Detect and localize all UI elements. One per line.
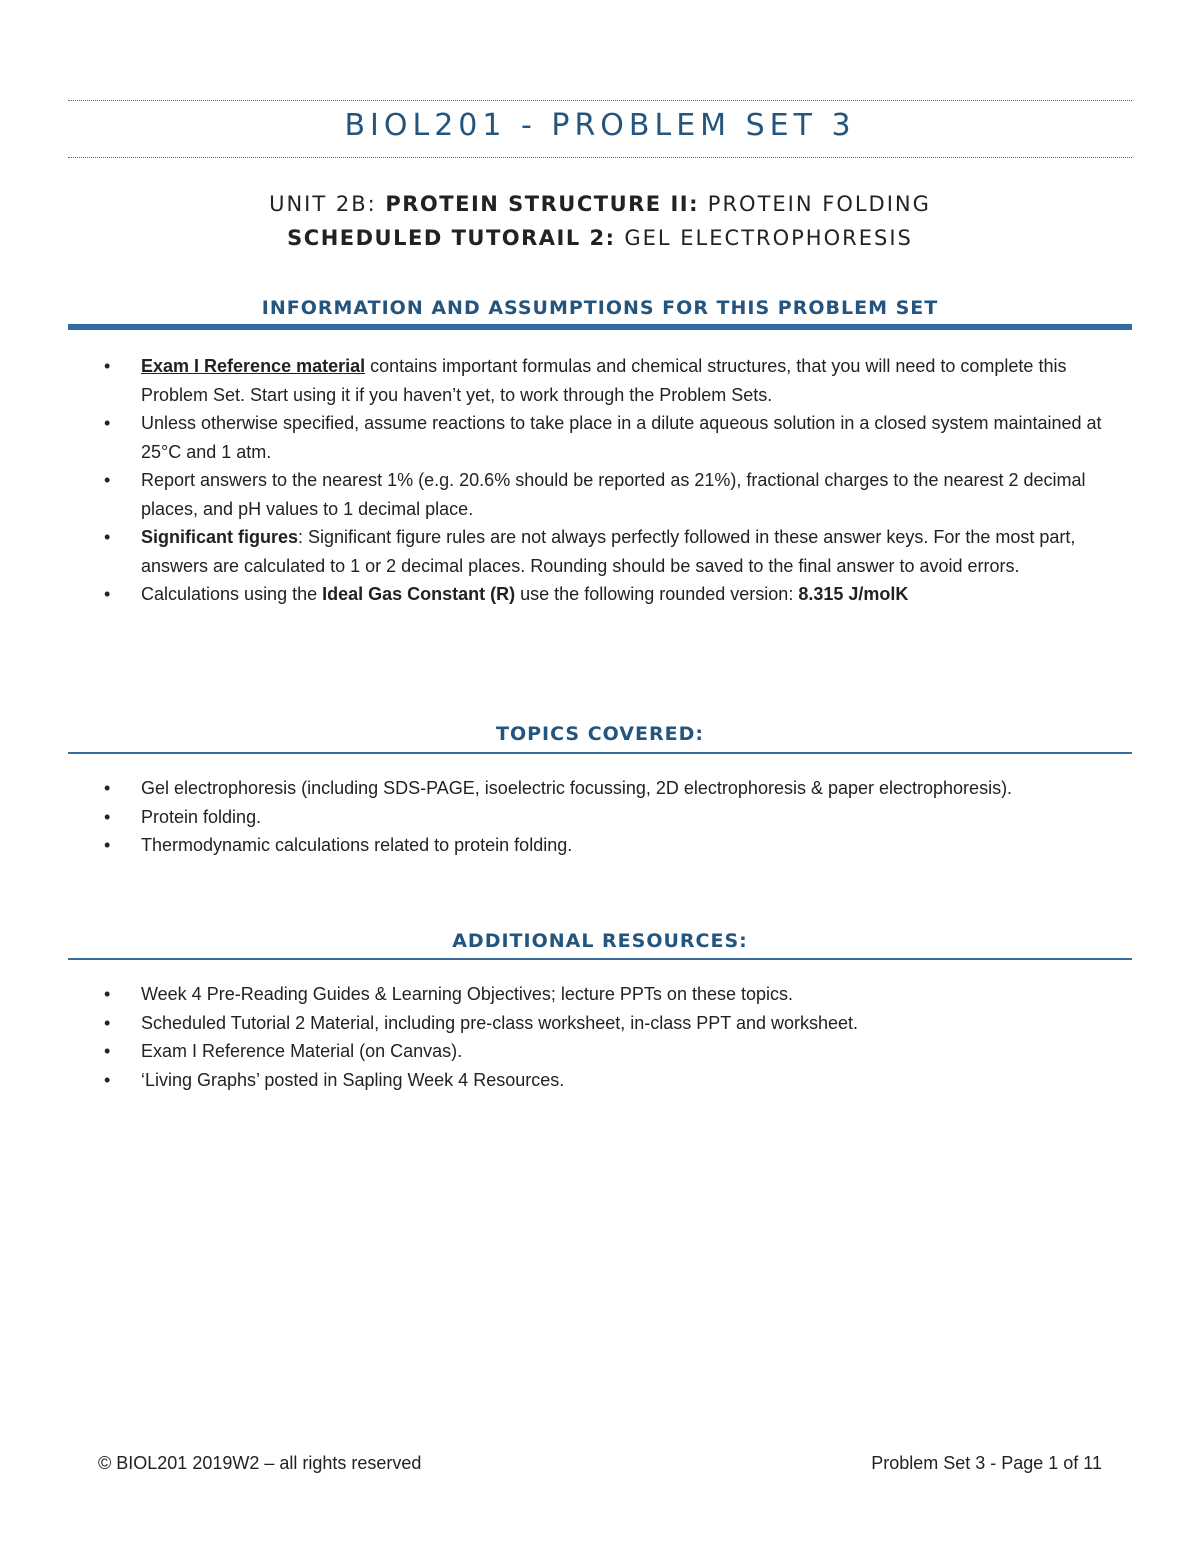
info-item-sig-figs bbox=[104, 523, 1124, 580]
info-item-gas-constant bbox=[104, 580, 1124, 609]
resources-list bbox=[104, 980, 1124, 1094]
bullet-icon: • bbox=[104, 1041, 111, 1061]
unit-prefix: UNIT 2B: bbox=[269, 192, 386, 216]
topics-heading: TOPICS COVERED: bbox=[496, 723, 704, 745]
footer-copyright: © BIOL201 2019W2 – all rights reserved bbox=[98, 1453, 422, 1473]
gas-constant-label: Ideal Gas Constant (R) bbox=[322, 584, 516, 604]
bullet-icon: • bbox=[104, 835, 111, 855]
topics-heading-rule bbox=[68, 752, 1132, 754]
resource-text: Scheduled Tutorial 2 Material, including pre-class worksheet, in-class PPT and worksheet. bbox=[141, 1012, 859, 1033]
info-item-conditions bbox=[104, 409, 1124, 466]
bullet-icon: • bbox=[104, 470, 111, 490]
reporting-text: Report answers to the nearest 1% (e.g. 20.6% should be reported as 21%), fractional charges to the nearest 2 decimal places, and pH values to 1 decimal place. bbox=[141, 470, 1086, 519]
gas-constant-pre: Calculations using the bbox=[141, 584, 323, 604]
exam-reference-label: Exam I Reference material bbox=[141, 356, 366, 376]
title-bottom-rule bbox=[68, 157, 1132, 158]
resource-item bbox=[104, 1066, 1124, 1095]
resources-heading: ADDITIONAL RESOURCES: bbox=[452, 930, 748, 952]
bullet-icon: • bbox=[104, 356, 111, 376]
exam-reference-text: contains important formulas and chemical structures, that you will need to complete this Problem Set. Start using it if you haven’t yet, to work through the Problem Sets. bbox=[141, 356, 1067, 405]
gas-constant-mid: use the following rounded version: bbox=[515, 584, 799, 604]
topic-text: Protein folding. bbox=[141, 806, 262, 827]
topics-list bbox=[104, 774, 1124, 860]
topic-item bbox=[104, 831, 1124, 860]
bullet-icon: • bbox=[104, 806, 111, 827]
topic-item bbox=[104, 803, 1124, 832]
topic-text: Gel electrophoresis (including SDS-PAGE, isoelectric focussing, 2D electrophoresis & paper electrophoresis). bbox=[141, 778, 1013, 798]
resource-item bbox=[104, 1009, 1124, 1038]
resource-text: Exam I Reference Material (on Canvas). bbox=[141, 1041, 463, 1061]
sig-figs-text: : Significant figure rules are not always perfectly followed in these answer keys. For the most part, answers are calculated to 1 or 2 decimal places. Rounding should be saved to the final answer to avoid errors. bbox=[141, 527, 1076, 576]
conditions-text: Unless otherwise specified, assume reactions to take place in a dilute aqueous solution in a closed system maintained at 25°C and 1 atm. bbox=[141, 413, 1102, 462]
bullet-icon: • bbox=[104, 984, 111, 1004]
topic-text: Thermodynamic calculations related to protein folding. bbox=[141, 835, 573, 855]
tutorial-bold: SCHEDULED TUTORAIL 2: bbox=[287, 226, 625, 250]
resources-heading-rule bbox=[68, 958, 1132, 960]
topic-item bbox=[104, 774, 1124, 803]
document-title: BIOL201 - PROBLEM SET 3 bbox=[344, 108, 856, 143]
bullet-icon: • bbox=[104, 584, 111, 604]
resource-text: ‘Living Graphs’ posted in Sapling Week 4 Resources. bbox=[141, 1069, 565, 1090]
info-heading: INFORMATION AND ASSUMPTIONS FOR THIS PROBLEM SET bbox=[261, 297, 939, 319]
bullet-icon: • bbox=[104, 778, 111, 798]
tutorial-subtitle bbox=[68, 226, 1132, 250]
bullet-icon: • bbox=[104, 413, 111, 433]
resource-item bbox=[104, 980, 1124, 1009]
info-heading-rule bbox=[68, 324, 1132, 330]
tutorial-rest: GEL ELECTROPHORESIS bbox=[624, 226, 913, 250]
resource-item bbox=[104, 1037, 1124, 1066]
gas-constant-value: 8.315 J/molK bbox=[798, 584, 909, 604]
bullet-icon: • bbox=[104, 527, 111, 547]
footer-page-number: Problem Set 3 - Page 1 of 11 bbox=[871, 1453, 1102, 1473]
title-top-rule bbox=[68, 100, 1132, 101]
info-list bbox=[104, 352, 1124, 609]
resource-text: Week 4 Pre-Reading Guides & Learning Objectives; lecture PPTs on these topics. bbox=[141, 984, 794, 1004]
sig-figs-label: Significant figures bbox=[141, 527, 299, 547]
info-item-reporting bbox=[104, 466, 1124, 523]
info-item-exam-reference bbox=[104, 352, 1124, 409]
bullet-icon: • bbox=[104, 1012, 111, 1033]
unit-rest: PROTEIN FOLDING bbox=[707, 192, 931, 216]
bullet-icon: • bbox=[104, 1069, 111, 1090]
unit-subtitle bbox=[68, 192, 1132, 216]
unit-bold: PROTEIN STRUCTURE II: bbox=[385, 192, 708, 216]
